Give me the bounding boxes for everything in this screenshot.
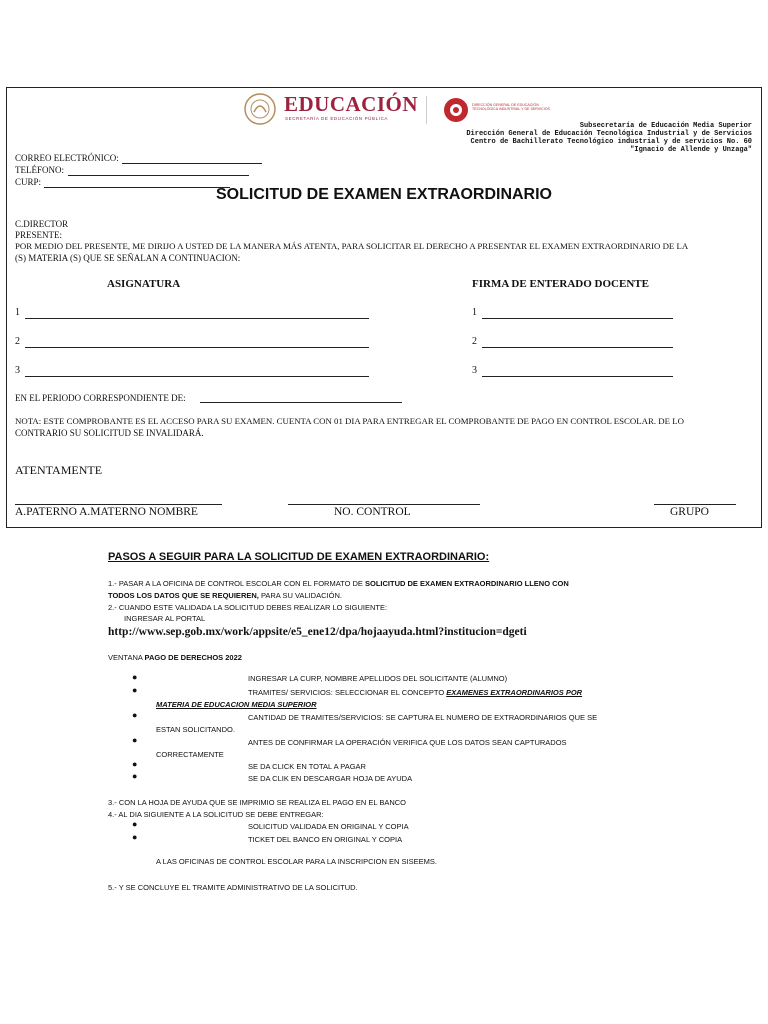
bullet-icon: ●	[132, 832, 138, 842]
asignatura-field-1[interactable]	[25, 318, 369, 319]
step-3: 3.- CON LA HOJA DE AYUDA QUE SE IMPRIMIO SE REALIZA EL PAGO EN EL BANCO	[108, 798, 407, 807]
dgeti-text: DIRECCIÓN GENERAL DE EDUCACIÓN TECNOLÓGICA INDUSTRIAL Y DE SERVICIOS	[472, 103, 550, 112]
educacion-logo: EDUCACIÓN	[284, 92, 419, 116]
row-number: 1	[472, 307, 477, 318]
firma-header: FIRMA DE ENTERADO DOCENTE	[472, 278, 649, 290]
firma-field-1[interactable]	[482, 318, 673, 319]
nota-line-2: CONTRARIO SU SOLICITUD SE INVALIDARÁ.	[15, 428, 204, 438]
step-4: 4.- AL DIA SIGUIENTE A LA SOLICITUD SE DEBE ENTREGAR:	[108, 810, 324, 819]
portal-url[interactable]: http://www.sep.gob.mx/work/appsite/e5_ene12/dpa/hojaayuda.html?institucion=dgeti	[108, 626, 527, 638]
periodo-label: EN EL PERIODO CORRESPONDIENTE DE:	[15, 393, 186, 403]
presente-line: PRESENTE:	[15, 230, 63, 240]
steps-title: PASOS A SEGUIR PARA LA SOLICITUD DE EXAMEN EXTRAORDINARIO:	[108, 551, 490, 563]
sep-subtext: SECRETARÍA DE EDUCACIÓN PÚBLICA	[285, 116, 389, 121]
correo-label: CORREO ELECTRÓNICO:	[15, 153, 119, 163]
bullet-4-line-1: ANTES DE CONFIRMAR LA OPERACIÓN VERIFICA QUE LOS DATOS SEAN CAPTURADOS	[248, 738, 567, 747]
curp-label: CURP:	[15, 177, 42, 187]
inst-line-3: Centro de Bachillerato Tecnológico industrial y de servicios No. 60	[470, 138, 752, 146]
step-1-line-2: TODOS LOS DATOS QUE SE REQUIEREN, PARA SU VALIDACIÓN.	[108, 591, 342, 600]
step-4-bullet-2: TICKET DEL BANCO EN ORIGINAL Y COPIA	[248, 835, 403, 844]
inst-line-4: "Ignacio de Allende y Unzaga"	[630, 146, 752, 154]
bullet-1: INGRESAR LA CURP, NOMBRE APELLIDOS DEL SOLICITANTE (ALUMNO)	[248, 674, 508, 683]
asignatura-field-2[interactable]	[25, 347, 369, 348]
intro-line-1: POR MEDIO DEL PRESENTE, ME DIRIJO A USTED DE LA MANERA MÁS ATENTA, PARA SOLICITAR EL DERECHO A PRESENTAR EL EXAMEN EXTRAORDINARIO DE LA	[15, 241, 689, 251]
bullet-icon: ●	[132, 819, 138, 829]
grupo-line	[654, 504, 736, 505]
firma-field-2[interactable]	[482, 347, 673, 348]
logo-divider	[426, 96, 427, 124]
intro-line-2: (S) MATERIA (S) QUE SE SEÑALAN A CONTINUACION:	[15, 253, 241, 263]
bullet-3-line-1: CANTIDAD DE TRAMITES/SERVICIOS: SE CAPTURA EL NUMERO DE EXTRAORDINARIOS QUE SE	[248, 713, 598, 722]
sig-grupo-label: GRUPO	[670, 506, 709, 518]
bullet-2-line-2: MATERIA DE EDUCACION MEDIA SUPERIOR	[156, 700, 317, 709]
dgeti-gear-icon	[443, 97, 469, 123]
firma-field-3[interactable]	[482, 376, 673, 377]
row-number: 3	[472, 365, 477, 376]
periodo-field[interactable]	[200, 402, 402, 403]
ventana-line: VENTANA PAGO DE DERECHOS 2022	[108, 653, 242, 662]
row-number: 3	[15, 365, 20, 376]
telefono-label: TELÉFONO:	[15, 165, 64, 175]
bullet-5: SE DA CLICK EN TOTAL A PAGAR	[248, 762, 366, 771]
bullet-4-line-2: CORRECTAMENTE	[156, 750, 224, 759]
bullet-icon: ●	[132, 771, 138, 781]
bullet-3-line-2: ESTAN SOLICITANDO.	[156, 725, 235, 734]
bullet-icon: ●	[132, 710, 138, 720]
bullet-6: SE DA CLIK EN DESCARGAR HOJA DE AYUDA	[248, 774, 413, 783]
form-title: SOLICITUD DE EXAMEN EXTRAORDINARIO	[215, 186, 552, 203]
telefono-field[interactable]	[68, 175, 249, 176]
nota-line-1: NOTA: ESTE COMPROBANTE ES EL ACCESO PARA SU EXAMEN. CUENTA CON 01 DIA PARA ENTREGAR EL COMPROBANTE DE PAGO EN CONTROL ESCOLAR. DE LO	[15, 416, 684, 426]
step-4-note: A LAS OFICINAS DE CONTROL ESCOLAR PARA LA INSCRIPCION EN SISEEMS.	[156, 857, 437, 866]
director-line: C.DIRECTOR	[15, 219, 69, 229]
row-number: 2	[472, 336, 477, 347]
atentamente: ATENTAMENTE	[15, 463, 103, 477]
bullet-2-line-1: TRAMITES/ SERVICIOS: SELECCIONAR EL CONCEPTO EXAMENES EXTRAORDINARIOS POR	[248, 688, 583, 697]
step-4-bullet-1: SOLICITUD VALIDADA EN ORIGINAL Y COPIA	[248, 822, 409, 831]
step-2: 2.- CUANDO ESTE VALIDADA LA SOLICITUD DEBES REALIZAR LO SIGUIENTE:	[108, 603, 388, 612]
signature-line	[15, 504, 222, 505]
row-number: 2	[15, 336, 20, 347]
inst-line-1: Subsecretaría de Educación Media Superior	[579, 122, 752, 130]
mexico-coat-of-arms-icon	[240, 92, 280, 126]
bullet-icon: ●	[132, 735, 138, 745]
control-line	[288, 504, 480, 505]
step-1-line-1: 1.- PASAR A LA OFICINA DE CONTROL ESCOLAR CON EL FORMATO DE SOLICITUD DE EXAMEN EXTRAORDINARIO LLENO CON	[108, 579, 569, 588]
asignatura-field-3[interactable]	[25, 376, 369, 377]
bullet-icon: ●	[132, 685, 138, 695]
bullet-icon: ●	[132, 759, 138, 769]
inst-line-2: Dirección General de Educación Tecnológica Industrial y de Servicios	[466, 130, 752, 138]
asignatura-header: ASIGNATURA	[107, 278, 181, 290]
sig-nombre-label: A.PATERNO A.MATERNO NOMBRE	[15, 506, 198, 518]
sig-control-label: NO. CONTROL	[334, 506, 411, 518]
correo-field[interactable]	[122, 163, 262, 164]
step-2-sub: INGRESAR AL PORTAL	[124, 614, 206, 623]
row-number: 1	[15, 307, 20, 318]
step-5: 5.- Y SE CONCLUYE EL TRAMITE ADMINISTRATIVO DE LA SOLICITUD.	[108, 883, 358, 892]
bullet-icon: ●	[132, 672, 138, 682]
